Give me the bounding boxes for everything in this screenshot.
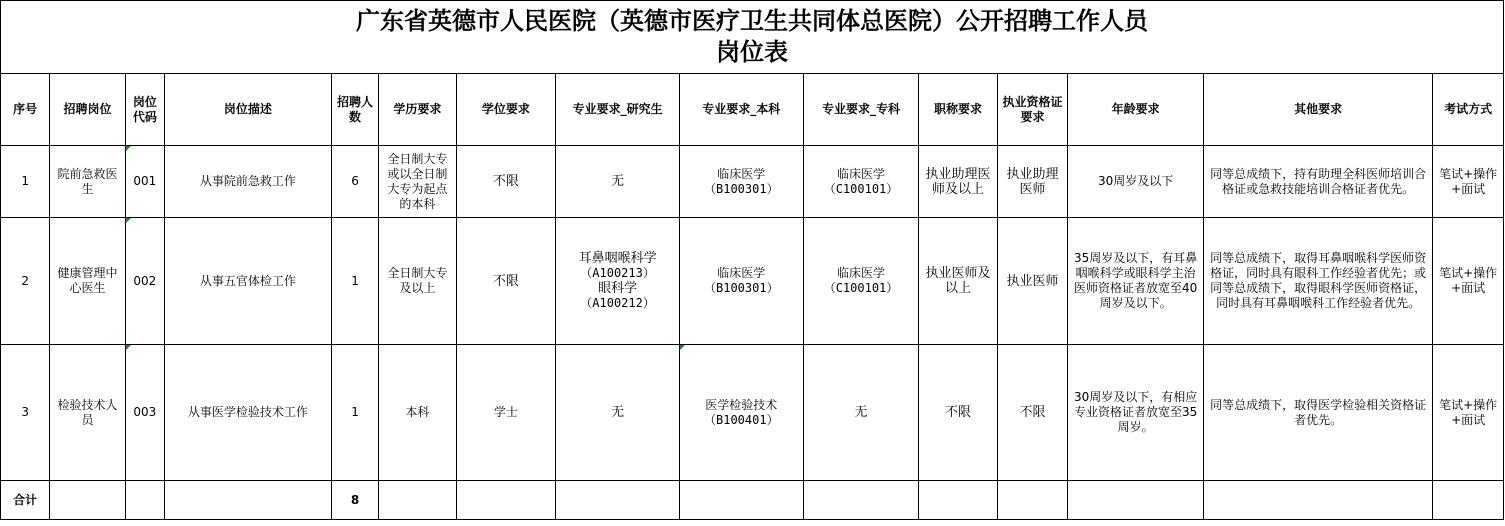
major-name: 耳鼻咽喉科学 bbox=[578, 251, 657, 266]
cell-exam[interactable]: 笔试+操作+面试 bbox=[1433, 345, 1504, 481]
cell-post[interactable]: 院前急救医生 bbox=[50, 146, 125, 218]
cell-desc[interactable]: 从事医学检验技术工作 bbox=[164, 345, 331, 481]
cell-license[interactable]: 执业助理医师 bbox=[997, 146, 1067, 218]
cell-age[interactable]: 35周岁及以下，有耳鼻咽喉科学或眼科学主治医师资格证者放宽至40周岁及以下。 bbox=[1068, 218, 1204, 345]
major-code: （B100301） bbox=[704, 181, 779, 196]
empty-cell[interactable] bbox=[1433, 481, 1504, 520]
cell-degree[interactable]: 不限 bbox=[456, 218, 556, 345]
cell-edu[interactable]: 全日制大专或以全日制大专为起点的本科 bbox=[379, 146, 456, 218]
major-name: 临床医学 bbox=[717, 166, 766, 181]
empty-cell[interactable] bbox=[1068, 481, 1204, 520]
header-cell[interactable]: 序号 bbox=[1, 74, 50, 146]
cell-major-jr[interactable]: 无 bbox=[803, 345, 919, 481]
total-count[interactable]: 8 bbox=[331, 481, 378, 520]
major-name: 眼科学 bbox=[598, 281, 638, 296]
major-code: （B100301） bbox=[704, 281, 779, 295]
cell-other[interactable]: 同等总成绩下，取得医学检验相关资格证者优先。 bbox=[1203, 345, 1432, 481]
cell-major-bach[interactable] bbox=[679, 345, 803, 481]
cell-license[interactable]: 不限 bbox=[997, 345, 1067, 481]
header-cell[interactable]: 专业要求_研究生 bbox=[556, 74, 680, 146]
cell-title-req[interactable]: 不限 bbox=[919, 345, 997, 481]
cell-exam[interactable]: 笔试+操作+面试 bbox=[1433, 218, 1504, 345]
cell-code[interactable]: 003 bbox=[125, 345, 164, 481]
header-cell[interactable]: 职称要求 bbox=[919, 74, 997, 146]
total-row bbox=[1, 481, 1504, 520]
header-cell[interactable]: 岗位代码 bbox=[125, 74, 164, 146]
major-name: 临床医学 bbox=[836, 166, 885, 181]
header-cell[interactable]: 学位要求 bbox=[456, 74, 556, 146]
cell-title-req[interactable]: 执业医师及以上 bbox=[919, 218, 997, 345]
cell-count[interactable]: 1 bbox=[331, 218, 378, 345]
cell-age[interactable]: 30周岁及以下 bbox=[1068, 146, 1204, 218]
cell-other[interactable]: 同等总成绩下，取得耳鼻咽喉科学医师资格证，同时具有眼科工作经验者优先；或同等总成绩下，取得眼科学医师资格证，同时具有耳鼻咽喉科工作经验者优先。 bbox=[1203, 218, 1432, 345]
cell-license[interactable]: 执业医师 bbox=[997, 218, 1067, 345]
empty-cell[interactable] bbox=[50, 481, 125, 520]
cell-desc[interactable]: 从事五官体检工作 bbox=[164, 218, 331, 345]
cell-age[interactable]: 30周岁及以下，有相应专业资格证者放宽至35周岁。 bbox=[1068, 345, 1204, 481]
cell-other[interactable]: 同等总成绩下，持有助理全科医师培训合格证或急救技能培训合格证者优先。 bbox=[1203, 146, 1432, 218]
cell-count[interactable]: 6 bbox=[331, 146, 378, 218]
empty-cell[interactable] bbox=[456, 481, 556, 520]
table-title bbox=[1, 1, 1504, 74]
cell-major-grad[interactable]: 无 bbox=[556, 146, 680, 218]
cell-major-grad[interactable]: 无 bbox=[556, 345, 680, 481]
header-cell[interactable]: 其他要求 bbox=[1203, 74, 1432, 146]
header-cell[interactable]: 招聘岗位 bbox=[50, 74, 125, 146]
header-row bbox=[1, 74, 1504, 146]
header-cell[interactable]: 学历要求 bbox=[379, 74, 456, 146]
cell-title-req[interactable]: 执业助理医师及以上 bbox=[919, 146, 997, 218]
empty-cell[interactable] bbox=[125, 481, 164, 520]
cell-code[interactable]: 002 bbox=[125, 218, 164, 345]
cell-post[interactable]: 健康管理中心医生 bbox=[50, 218, 125, 345]
empty-cell[interactable] bbox=[164, 481, 331, 520]
title-line-1: 广东省英德市人民医院（英德市医疗卫生共同体总医院）公开招聘工作人员 bbox=[356, 7, 1148, 35]
header-cell[interactable]: 专业要求_本科 bbox=[679, 74, 803, 146]
cell-major-jr[interactable] bbox=[803, 218, 919, 345]
major-code: （C100101） bbox=[823, 181, 899, 196]
table-row bbox=[1, 146, 1504, 218]
table-row bbox=[1, 345, 1504, 481]
major-name: 医学检验技术 bbox=[705, 397, 778, 412]
cell-no[interactable]: 1 bbox=[1, 146, 50, 218]
header-cell[interactable]: 执业资格证要求 bbox=[997, 74, 1067, 146]
major-code: （A100212） bbox=[580, 296, 655, 310]
empty-cell[interactable] bbox=[679, 481, 803, 520]
cell-no[interactable]: 2 bbox=[1, 218, 50, 345]
table-row bbox=[1, 218, 1504, 345]
header-cell[interactable]: 岗位描述 bbox=[164, 74, 331, 146]
empty-cell[interactable] bbox=[919, 481, 997, 520]
cell-desc[interactable]: 从事院前急救工作 bbox=[164, 146, 331, 218]
header-cell[interactable]: 年龄要求 bbox=[1068, 74, 1204, 146]
empty-cell[interactable] bbox=[803, 481, 919, 520]
header-cell[interactable]: 专业要求_专科 bbox=[803, 74, 919, 146]
cell-exam[interactable]: 笔试+操作+面试 bbox=[1433, 146, 1504, 218]
cell-no[interactable]: 3 bbox=[1, 345, 50, 481]
cell-edu[interactable]: 本科 bbox=[379, 345, 456, 481]
major-code: （B100401） bbox=[704, 412, 779, 427]
total-label[interactable]: 合计 bbox=[1, 481, 50, 520]
major-code: （C100101） bbox=[823, 281, 899, 295]
empty-cell[interactable] bbox=[556, 481, 680, 520]
cell-post[interactable]: 检验技术人员 bbox=[50, 345, 125, 481]
empty-cell[interactable] bbox=[997, 481, 1067, 520]
cell-code[interactable]: 001 bbox=[125, 146, 164, 218]
cell-count[interactable]: 1 bbox=[331, 345, 378, 481]
title-line-2: 岗位表 bbox=[716, 38, 788, 66]
cell-degree[interactable]: 不限 bbox=[456, 146, 556, 218]
header-cell[interactable]: 考试方式 bbox=[1433, 74, 1504, 146]
cell-edu[interactable]: 全日制大专及以上 bbox=[379, 218, 456, 345]
major-code: （A100213） bbox=[580, 266, 655, 280]
cell-major-grad[interactable] bbox=[556, 218, 680, 345]
empty-cell[interactable] bbox=[379, 481, 456, 520]
major-name: 临床医学 bbox=[717, 266, 766, 280]
cell-major-bach[interactable] bbox=[679, 146, 803, 218]
cell-degree[interactable]: 学士 bbox=[456, 345, 556, 481]
empty-cell[interactable] bbox=[1203, 481, 1432, 520]
cell-major-jr[interactable] bbox=[803, 146, 919, 218]
cell-major-bach[interactable] bbox=[679, 218, 803, 345]
major-name: 临床医学 bbox=[836, 266, 885, 280]
header-cell[interactable]: 招聘人数 bbox=[331, 74, 378, 146]
